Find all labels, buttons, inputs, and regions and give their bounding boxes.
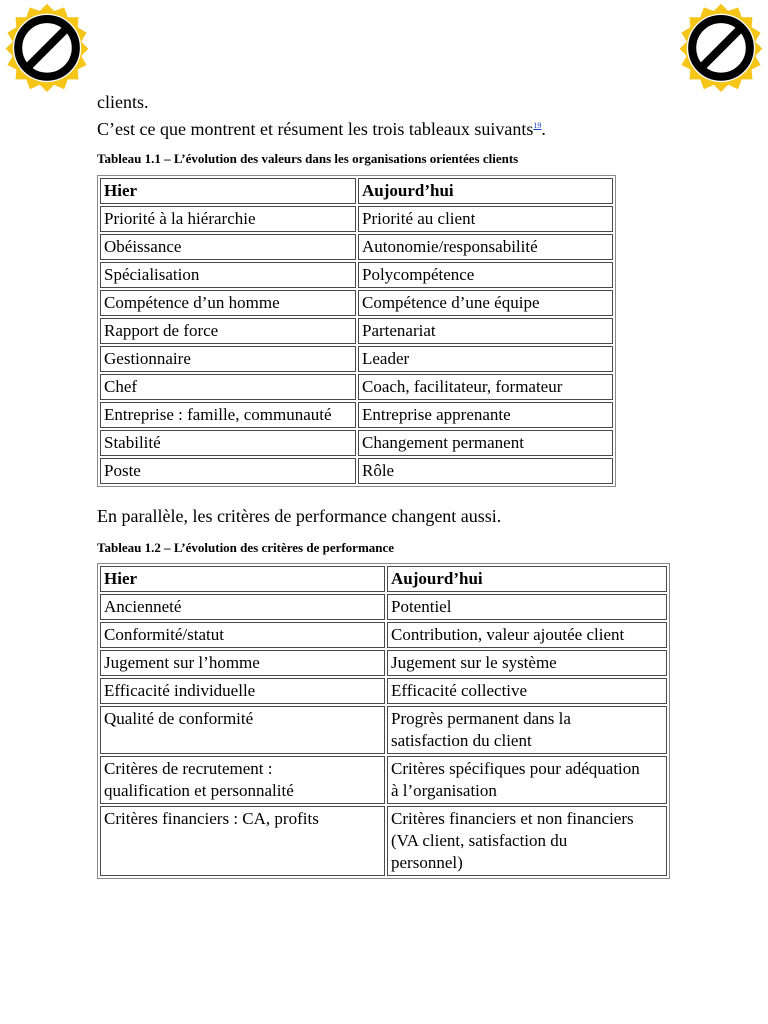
table-row: [100, 346, 613, 372]
footnote-link[interactable]: 19: [533, 121, 542, 130]
table-cell: Entreprise apprenante: [358, 402, 613, 428]
cell-line: Critères financiers : CA, profits: [104, 809, 319, 828]
table-cell: Coach, facilitateur, formateur: [358, 374, 613, 400]
table-row: [100, 234, 613, 260]
cell-line: Qualité de conformité: [104, 709, 254, 728]
table-cell: Autonomie/responsabilité: [358, 234, 613, 260]
table-cell: [100, 622, 385, 648]
cell-line: à l’organisation: [391, 781, 497, 800]
cell-line: Ancienneté: [104, 597, 182, 616]
table-cell: Partenariat: [358, 318, 613, 344]
table-row: [100, 318, 613, 344]
table-row: [100, 374, 613, 400]
table-cell: [100, 678, 385, 704]
cell-line: Potentiel: [391, 597, 452, 616]
table-cell: [387, 678, 667, 704]
intro-line-2-end: .: [541, 119, 546, 139]
table-cell: [387, 706, 667, 754]
column-header: Aujourd’hui: [387, 566, 667, 592]
table-cell: Leader: [358, 346, 613, 372]
table-cell: Obéissance: [100, 234, 356, 260]
between-text: En parallèle, les critères de performance changent aussi.: [97, 506, 502, 526]
table-cell: Compétence d’une équipe: [358, 290, 613, 316]
table-cell: Changement permanent: [358, 430, 613, 456]
prohibition-icon: [2, 2, 92, 92]
table2-caption: Tableau 1.2 – L’évolution des critères de performance: [97, 540, 395, 555]
table-cell: [100, 650, 385, 676]
cell-line: (VA client, satisfaction du: [391, 831, 568, 850]
intro-line-2: [97, 114, 546, 141]
cell-line: personnel): [391, 853, 463, 872]
table-cell: [387, 650, 667, 676]
table-cell: Chef: [100, 374, 356, 400]
column-header: Hier: [100, 566, 385, 592]
prohibition-icon: [676, 2, 766, 92]
table-cell: Priorité à la hiérarchie: [100, 206, 356, 232]
table-row: [100, 430, 613, 456]
table-cell: [100, 756, 385, 804]
table-cell: [100, 594, 385, 620]
table-row: [100, 622, 667, 648]
table-row: [100, 402, 613, 428]
cell-line: Critères de recrutement :: [104, 759, 273, 778]
table-cell: [387, 594, 667, 620]
column-header: Hier: [100, 178, 356, 204]
cell-line: Efficacité individuelle: [104, 681, 256, 700]
table-header-row: [100, 566, 667, 592]
table-cell: [387, 756, 667, 804]
table-cell: Poste: [100, 458, 356, 484]
performance-table: [97, 563, 670, 879]
table-cell: [100, 706, 385, 754]
cell-line: Progrès permanent dans la: [391, 709, 571, 728]
table-header-row: [100, 178, 613, 204]
table-cell: Stabilité: [100, 430, 356, 456]
cell-line: Jugement sur le système: [391, 653, 557, 672]
intro-line-2-text: C’est ce que montrent et résument les trois tableaux suivants: [97, 119, 534, 139]
table-cell: Gestionnaire: [100, 346, 356, 372]
table-row: [100, 706, 667, 754]
table-cell: Rapport de force: [100, 318, 356, 344]
cell-line: Critères spécifiques pour adéquation: [391, 759, 640, 778]
table-row: [100, 206, 613, 232]
table-cell: Entreprise : famille, communauté: [100, 402, 356, 428]
table-cell: [387, 806, 667, 876]
table-cell: Rôle: [358, 458, 613, 484]
table-row: [100, 290, 613, 316]
table-row: [100, 458, 613, 484]
table1-caption: Tableau 1.1 – L’évolution des valeurs dans les organisations orientées clients: [97, 151, 519, 166]
table-row: [100, 756, 667, 804]
table-cell: Spécialisation: [100, 262, 356, 288]
cell-line: Jugement sur l’homme: [104, 653, 260, 672]
table-row: [100, 678, 667, 704]
table-cell: [100, 806, 385, 876]
intro-line-1: clients.: [97, 92, 149, 112]
cell-line: Conformité/statut: [104, 625, 224, 644]
column-header: Aujourd’hui: [358, 178, 613, 204]
table-row: [100, 262, 613, 288]
cell-line: qualification et personnalité: [104, 781, 294, 800]
cell-line: Efficacité collective: [391, 681, 528, 700]
table-row: [100, 650, 667, 676]
table-row: [100, 594, 667, 620]
cell-line: Contribution, valeur ajoutée client: [391, 625, 625, 644]
cell-line: satisfaction du client: [391, 731, 532, 750]
table-cell: Priorité au client: [358, 206, 613, 232]
values-table: [97, 175, 616, 487]
table-cell: Compétence d’un homme: [100, 290, 356, 316]
table-row: [100, 806, 667, 876]
table-cell: Polycompétence: [358, 262, 613, 288]
cell-line: Critères financiers et non financiers: [391, 809, 634, 828]
table-cell: [387, 622, 667, 648]
